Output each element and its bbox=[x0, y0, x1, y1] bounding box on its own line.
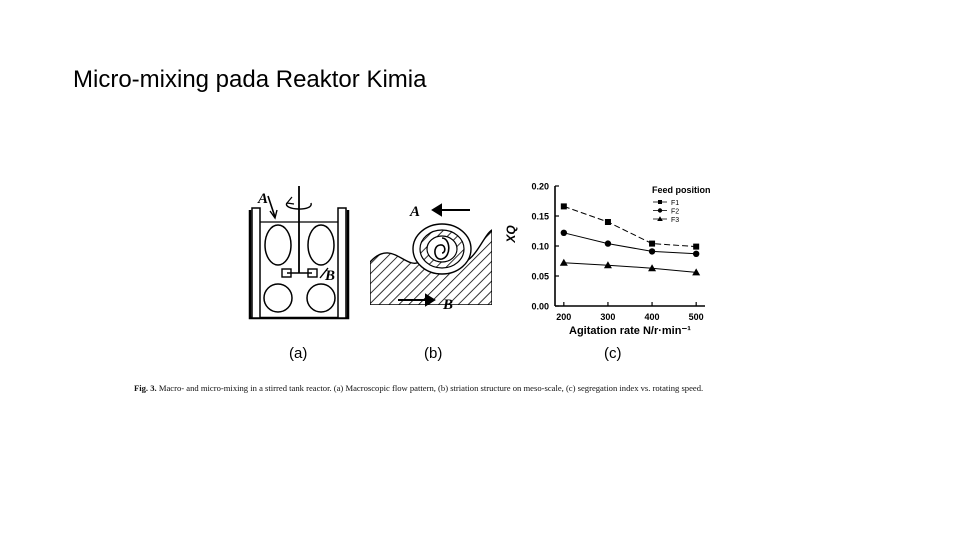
data-point-F2 bbox=[693, 251, 699, 257]
data-point-F1 bbox=[605, 219, 611, 225]
legend-marker-F1 bbox=[658, 200, 662, 204]
figure-caption-prefix: Fig. 3. bbox=[134, 383, 157, 393]
legend-marker-F2 bbox=[658, 208, 662, 212]
data-point-F2 bbox=[561, 230, 567, 236]
legend-label-F1: F1 bbox=[671, 200, 680, 207]
y-tick-label: 0.00 bbox=[531, 301, 549, 312]
y-axis-label: XQ bbox=[504, 225, 518, 243]
panel-b-label-b: B bbox=[443, 297, 454, 313]
legend-label-F2: F2 bbox=[671, 208, 680, 216]
panel-b-label-a: A bbox=[410, 204, 421, 220]
panel-a-label-a: A bbox=[258, 191, 269, 207]
data-point-F1 bbox=[693, 244, 699, 250]
x-tick-label: 200 bbox=[556, 312, 572, 322]
y-tick-label: 0.05 bbox=[531, 271, 549, 282]
y-tick-label: 0.10 bbox=[531, 241, 549, 252]
data-point-F2 bbox=[649, 248, 655, 254]
figure-caption-text: Macro- and micro-mixing in a stirred tank reactor. (a) Macroscopic flow pattern, (b) striation structure on meso-scale, (c) segregation index vs. rotating speed. bbox=[158, 383, 704, 393]
panel-label-c: (c) bbox=[604, 345, 622, 362]
data-point-F2 bbox=[605, 240, 611, 246]
panel-label-a: (a) bbox=[289, 345, 308, 362]
x-axis-label: Agitation rate N/r·min⁻¹ bbox=[569, 325, 691, 337]
legend-title: Feed position bbox=[652, 185, 711, 195]
y-tick-label: 0.20 bbox=[531, 181, 549, 192]
legend-label-F3: F3 bbox=[671, 217, 680, 224]
figure-caption bbox=[134, 383, 854, 393]
segregation-index-chart bbox=[504, 182, 711, 338]
panel-b-striation-diagram bbox=[370, 224, 492, 305]
series-line-F2 bbox=[564, 233, 696, 254]
data-point-F3 bbox=[560, 259, 568, 266]
data-point-F1 bbox=[649, 241, 655, 247]
y-tick-label: 0.15 bbox=[531, 211, 549, 222]
series-line-F3 bbox=[564, 263, 696, 273]
slide-title: Micro-mixing pada Reaktor Kimia bbox=[73, 66, 427, 93]
panel-label-b: (b) bbox=[424, 345, 443, 362]
panel-a-label-b: B bbox=[325, 268, 336, 284]
x-tick-label: 300 bbox=[600, 312, 616, 322]
data-point-F1 bbox=[561, 203, 567, 209]
x-tick-label: 500 bbox=[688, 312, 704, 322]
x-tick-label: 400 bbox=[644, 312, 660, 322]
